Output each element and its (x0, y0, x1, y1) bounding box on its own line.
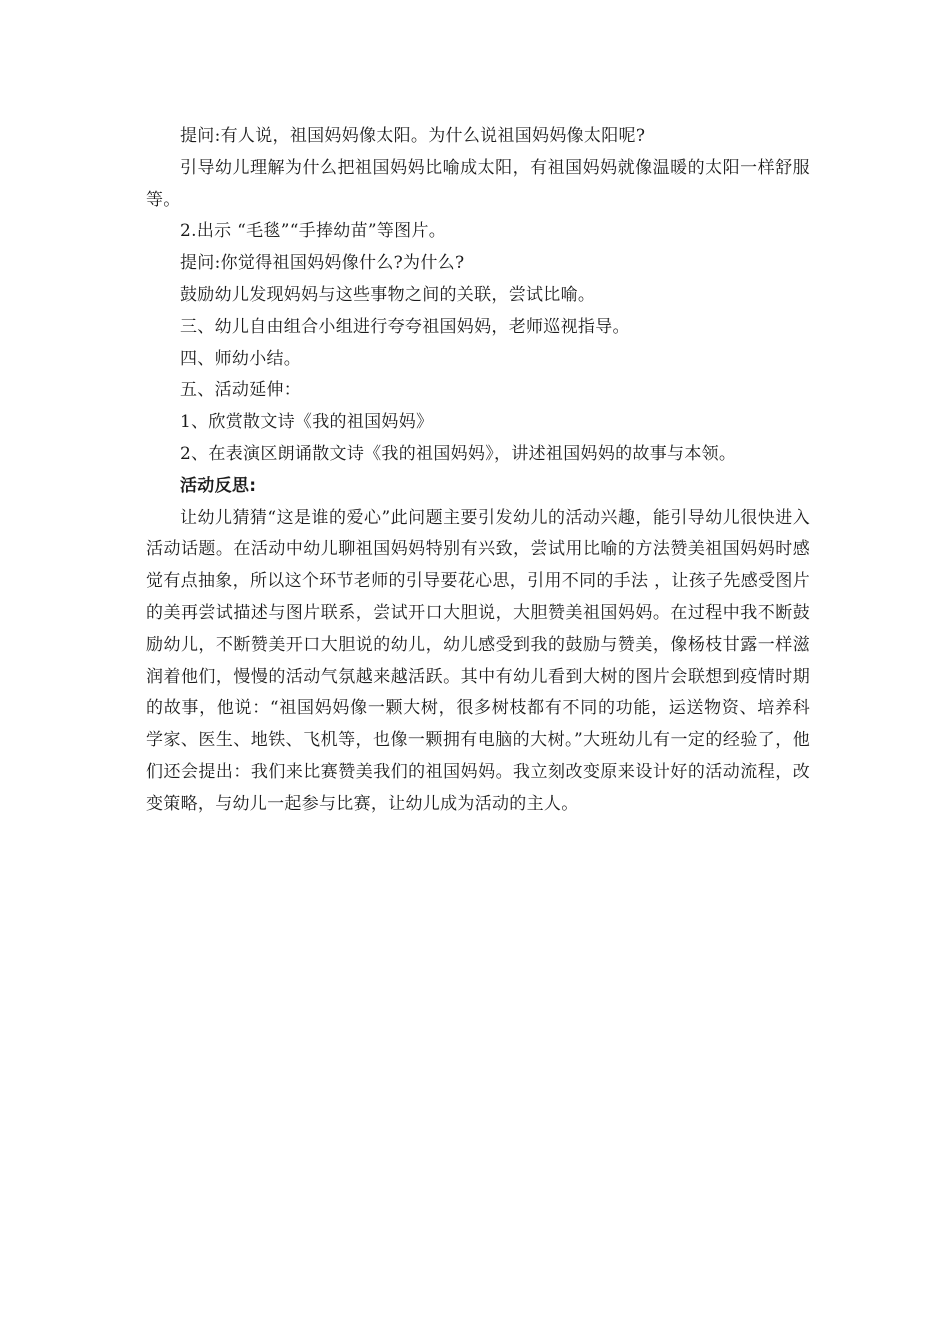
paragraph-step-five: 五、活动延伸： (180, 380, 302, 401)
paragraph-guide-metaphor: 引导幼儿理解为什么把祖国妈妈比喻成太阳，有祖国妈妈就像温暖的太阳一样舒服等。 (146, 157, 810, 210)
paragraph-extension-one: 1、欣赏散文诗《我的祖国妈妈》 (180, 412, 434, 433)
paragraph-extension-two: 2、在表演区朗诵散文诗《我的祖国妈妈》，讲述祖国妈妈的故事与本领。 (180, 443, 737, 464)
paragraph-step-three: 三、幼儿自由组合小组进行夸夸祖国妈妈，老师巡视指导。 (180, 316, 630, 337)
document-body (146, 121, 810, 821)
paragraph-reflection-body: 让幼儿猜猜“这是谁的爱心”此问题主要引发幼儿的活动兴趣，能引导幼儿很快进入活动话题。在活动中幼儿聊祖国妈妈特别有兴致，尝试用比喻的方法赞美祖国妈妈时感觉有点抽象，所以这个环节老师的引导要花心思，引用不同的手法 ，让孩子先感受图片的美再尝试描述与图片联系，尝试开口大胆说，大胆赞美祖国妈妈。在过程中我不断鼓励幼儿，不断赞美开口大胆说的幼儿，幼儿感受到我的鼓励与赞美，像杨枝甘露一样滋润着他们，慢慢的活动气氛越来越活跃。其中有幼儿看到大树的图片会联想到疫情时期的故事，他说：“祖国妈妈像一颗大树，很多树枝都有不同的功能，运送物资、培养科学家、医生、地铁、飞机等，也像一颗拥有电脑的大树。”大班幼儿有一定的经验了，他们还会提出：我们来比赛赞美我们的祖国妈妈。我立刻改变原来设计好的活动流程，改变策略，与幼儿一起参与比赛，让幼儿成为活动的主人。 (146, 507, 810, 814)
paragraph-question-like-what: 提问:你觉得祖国妈妈像什么?为什么? (180, 253, 465, 274)
section-heading-reflection: 活动反思: (180, 475, 257, 496)
paragraph-encourage: 鼓励幼儿发现妈妈与这些事物之间的关联，尝试比喻。 (180, 284, 596, 305)
paragraph-step-four: 四、师幼小结。 (180, 348, 302, 369)
paragraph-show-pictures: 2.出示 “毛毯”“手捧幼苗”等图片。 (180, 221, 447, 242)
paragraph-question-sun: 提问:有人说，祖国妈妈像太阳。为什么说祖国妈妈像太阳呢? (180, 126, 646, 146)
